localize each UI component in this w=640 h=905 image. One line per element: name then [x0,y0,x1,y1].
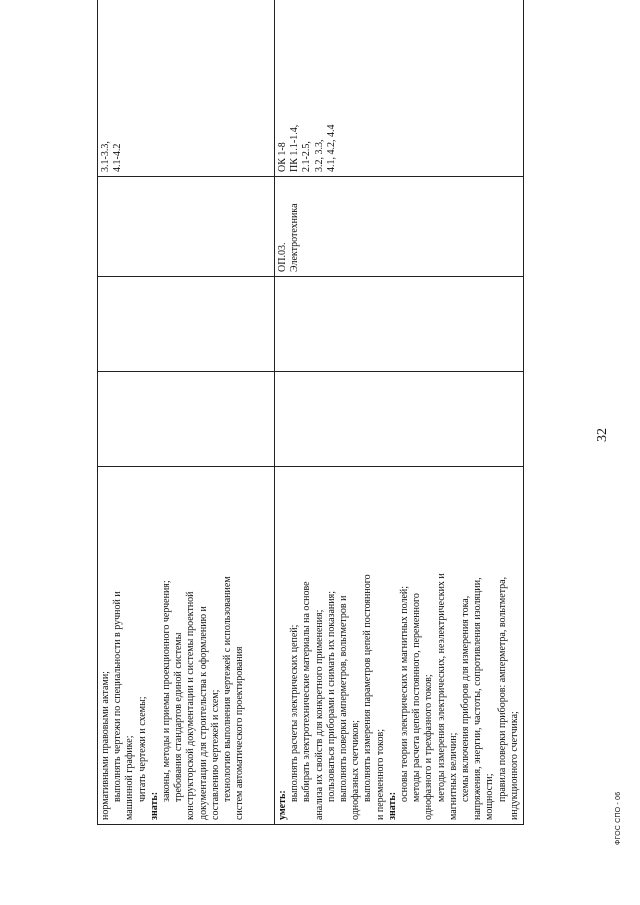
competency-code: 3.1-3.3, [100,141,111,172]
competency-code: 4.1, 4.2, 4.4 [325,124,337,172]
skills-knowledge-cell [275,467,524,825]
text-line: однофазного и трехфазного токов; [423,674,435,820]
footer-code: ФГОС СПО - 06 [615,791,622,845]
section-heading: знать: [386,791,398,820]
competency-codes-cell [98,0,275,177]
text-line: выбирать электротехнические материалы на основе [301,581,313,802]
text-line: выполнять расчеты электрических цепей; [289,624,301,802]
text-line: требования стандартов единой системы [173,632,185,802]
text-line: составлению чертежей и схем; [209,689,221,820]
competency-table [97,0,524,825]
page-number: 32 [595,428,610,442]
text-line: выполнять чертежи по специальности в ручной и [112,591,124,802]
text-line: пользоваться приборами и снимать их показания; [325,591,337,802]
competency-code: 3.2, 3.3, [313,139,325,172]
discipline-cell [275,177,524,277]
text-line: методы расчета цепей постоянного, переменного [411,593,423,802]
text-line: магнитных величин; [447,732,459,820]
table-row [98,0,275,825]
discipline-cell [98,177,275,277]
text-line: анализа их свойств для конкретного применения; [313,609,325,820]
empty-cell [275,277,524,372]
text-line: напряжения, энергии, частоты, сопротивления изоляции, [472,577,484,820]
text-line: технологию выполнения чертежей с использованием [222,576,234,802]
competency-code: 2.1-2.5, [301,141,313,172]
text-line: мощности; [484,773,496,820]
empty-cell [98,277,275,372]
text-line: машинной графике; [124,735,136,820]
text-line: методы измерения электрических, неэлектрических и [435,573,447,802]
section-heading: знать: [148,791,160,820]
competency-codes-cell [275,0,524,177]
competency-code: ОК 1-8 [277,142,288,172]
text-line: законы, методы и приемы проекционного черчения; [161,580,173,802]
text-line: конструкторской документации и системы проектной [185,591,197,820]
section-heading: уметь: [277,790,288,820]
text-line: выполнять измерения параметров цепей постоянного [362,574,374,802]
text-line: основы теории электрических и магнитных полей; [399,585,411,802]
text-line: и переменного токов; [374,729,386,820]
competency-code: ПК 1.1-1.4, [289,124,301,172]
text-line: читать чертежи и схемы; [136,696,148,802]
text-line: индукционного счетчика; [508,711,520,820]
empty-cell [98,372,275,467]
text-line: нормативными правовыми актами; [100,671,111,820]
table-row [275,0,524,825]
discipline-code: ОП.03. [277,242,288,272]
competency-code: 4.1-4.2 [112,143,124,172]
text-line: систем автоматического проектирования [234,646,246,820]
empty-cell [275,372,524,467]
text-line: схемы включения приборов для измерения тока, [460,595,472,802]
text-line: правила поверки приборов: амперметра, вольтметра, [496,576,508,802]
text-line: выполнять поверки амперметров, вольтметров и [338,595,350,802]
text-line: однофазных счетчиков; [350,720,362,820]
discipline-name: Электротехника [289,203,301,272]
skills-knowledge-cell [98,467,275,825]
text-line: документации для строительства к оформлению и [197,606,209,820]
